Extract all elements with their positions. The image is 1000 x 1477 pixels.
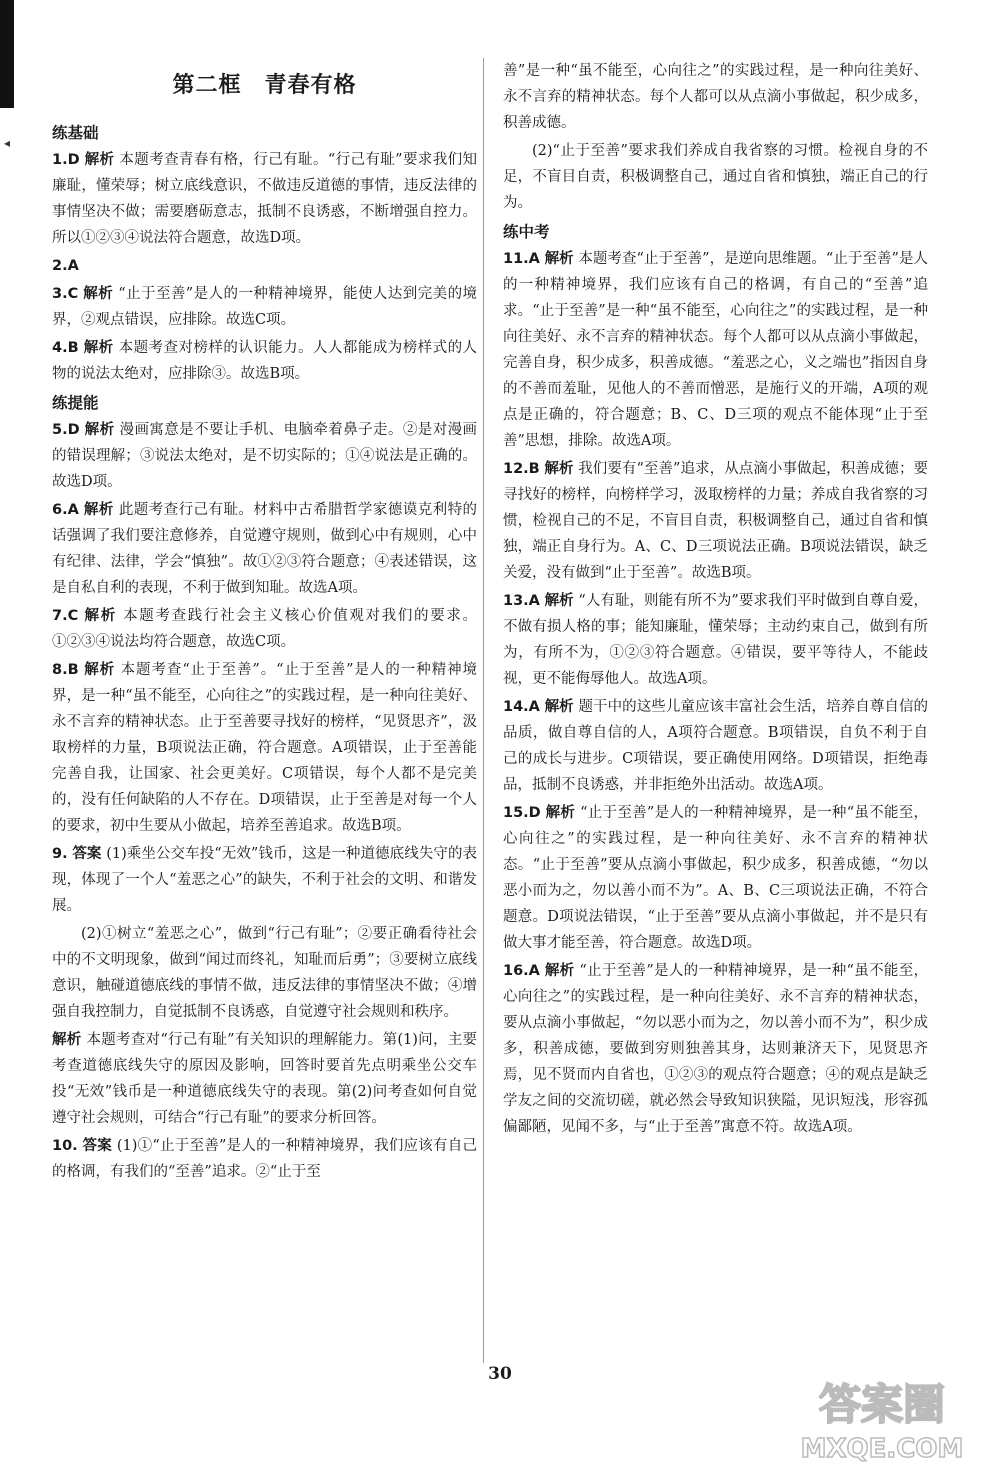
item-text: 本题考查“止于至善”，是逆向思维题。“止于至善”是人的一种精神境界，我们应该有自己的格调，有自己的“至善”追求。“止于至善”是一种“虽不能至，心向往之”的实践过程，是一种向往美好、永不言弃的精神状态。每个人都可以从点滴小事做起，完善自身，积少成多，积善成德。“羞恶之心，义之端也”指因自身的不善而羞耻，见他人的不善而憎恶，是施行义的开端，A项的观点是正确的，符合题意；B、C、D三项的观点不能体现“止于至善”思想，排除。故选A项。 [503,251,928,449]
item-text: “止于至善”是人的一种精神境界，是一种“虽不能至，心向往之”的实践过程，是一种向往美好、永不言弃的精神状态。“止于至善”要从点滴小事做起，积少成多，积善成德，“勿以恶小而为之，勿以善小而不为”。A、B、C三项说法正确，不符合题意。D项说法错误，“止于至善”要从点滴小事做起，并不是只有做大事才能至善，符合题意。故选D项。 [503,805,928,951]
answer-item-7 [52,603,477,655]
watermark-logo [782,1367,982,1467]
item-text: “止于至善”是人的一种精神境界，能使人达到完美的境界，②观点错误，应排除。故选C项。 [52,286,477,328]
item-number: 10. [52,1138,78,1154]
item-label: 解析 [52,1032,82,1048]
section-heading-exam: 练中考 [503,223,550,241]
item-number: 11.A [503,251,540,267]
item-label: 答案 [72,846,102,862]
binding-edge-bar [0,0,14,108]
answer-item-13 [503,588,928,692]
item-text: “止于至善”是人的一种精神境界，是一种“虽不能至，心向往之”的实践过程，是一种向往美好、永不言弃的精神状态，要从点滴小事做起，“勿以恶小而为之，勿以善小而不为”，积少成多，积善成德，要做到穷则独善其身，达则兼济天下，见贤思齐焉，见不贤而内自省也，①②③的观点符合题意；④的观点是缺乏学友之间的交流切磋，就必然会导致知识狭隘，见识短浅，形容孤偏鄙陋，见闻不多，与“止于至善”寓意不符。故选A项。 [503,963,928,1135]
item-number: 16.A [503,963,540,979]
answer-item-4 [52,335,477,387]
item-number: 14.A [503,699,540,715]
item-number: 8.B [52,662,79,678]
page-content [52,58,950,1388]
page-title: 第二框 青春有格 [172,73,357,98]
item-number: 9. [52,846,68,862]
item-label: 解析 [83,286,114,302]
item-label: 解析 [84,422,115,438]
item-label: 解析 [545,805,576,821]
answer-item-11 [503,246,928,454]
item9-analysis [52,1027,477,1131]
page-number: 30 [488,1364,512,1384]
item-label: 解析 [83,340,114,356]
item-label: 解析 [84,608,117,624]
item-text: (1)乘坐公交车投“无效”钱币，这是一种道德底线失守的表现，体现了一个人“羞恶之心”的缺失，不利于社会的文明、和谐发展。 [52,846,477,914]
item-label: 解析 [544,461,574,477]
watermark-text-main: 答案圈 [818,1380,946,1429]
answer-item-16 [503,958,928,1140]
answer-item-6 [52,497,477,601]
item9-part2: (2)①树立“羞恶之心”，做到“行己有耻”；②要正确看待社会中的不文明现象，做到“闻过而终礼，知耻而后勇”；③要树立底线意识，触碰道德底线的事情不做，违反法律的事情坚决不做；④增强自我控制力，自觉抵制不良诱惑，自觉遵守社会规则和秩序。 [52,926,477,1020]
item-text: “人有耻，则能有所不为”要求我们平时做到自尊自爱，不做有损人格的事；能知廉耻，懂荣辱；主动约束自己，做到有所为，有所不为，①②③符合题意。④错误，要平等待人，不能歧视，更不能侮辱他人。故选A项。 [503,593,928,687]
item-text: 题干中的这些儿童应该丰富社会生活，培养自尊自信的品质，做自尊自信的人，A项符合题意。B项错误，自负不利于自己的成长与进步。C项错误，要正确使用网络。D项错误，拒绝毒品，抵制不良诱惑，并非拒绝外出活动。故选A项。 [503,699,928,793]
item-number: 2.A [52,258,79,274]
section-heading-improve: 练提能 [52,394,99,412]
item-label: 解析 [83,502,114,518]
answer-item-14 [503,694,928,798]
item-text: 本题考查“止于至善”。“止于至善”是人的一种精神境界，是一种“虽不能至，心向往之”的实践过程，是一种向往美好、永不言弃的精神状态。止于至善要寻找好的榜样，“见贤思齐”，汲取榜样的力量，B项说法正确，符合题意。A项错误，止于至善能完善自我，让国家、社会更美好。C项错误，每个人都不是完美的，没有任何缺陷的人不存在。D项错误，止于至善是对每一个人的要求，初中生要从小做起，培养至善追求。故选B项。 [52,662,477,834]
item-text: 本题考查对榜样的认识能力。人人都能成为榜样式的人物的说法太绝对，应排除③。故选B项。 [52,340,477,382]
item-text: 本题考查青春有格，行己有耻。“行己有耻”要求我们知廉耻，懂荣辱；树立底线意识，不做违反道德的事情，违反法律的事情坚决不做；需要磨砺意志，抵制不良诱惑，不断增强自控力。所以①②③④说法符合题意，故选D项。 [52,152,477,246]
section-heading-basic: 练基础 [52,124,99,142]
item-text: 本题考查践行社会主义核心价值观对我们的要求。①②③④说法均符合题意，故选C项。 [52,608,477,650]
item-text: 我们要有“至善”追求，从点滴小事做起，积善成德；要寻找好的榜样，向榜样学习，汲取榜样的力量；养成自我省察的习惯，检视自己的不足，不盲目自责，积极调整自己，通过自省和慎独，端正自身行为。A、C、D三项说法正确。B项说法错误，缺乏关爱，没有做到“止于至善”。故选B项。 [503,461,928,581]
item-number: 4.B [52,340,79,356]
answer-item-12 [503,456,928,586]
right-column [503,58,928,1388]
item-number: 7.C [52,608,79,624]
item-label: 答案 [82,1138,113,1154]
answer-item-9 [52,841,477,919]
answer-item-3 [52,281,477,333]
item-text: (1)①“止于至善”是人的一种精神境界，我们应该有自己的格调，有我们的“至善”追求。②“止于至 [52,1138,477,1180]
item-number: 12.B [503,461,540,477]
item10-continuation: 善”是一种“虽不能至，心向往之”的实践过程，是一种向往美好、永不言弃的精神状态。每个人都可以从点滴小事做起，积少成多，积善成德。 [503,63,928,131]
item-label: 解析 [544,963,575,979]
item-text: 漫画寓意是不要让手机、电脑牵着鼻子走。②是对漫画的错误理解；③说法太绝对，是不切实际的；①④说法是正确的。故选D项。 [52,422,477,490]
watermark-text-url: MXQE.COM [800,1434,964,1464]
item-label: 解析 [544,699,574,715]
item-number: 1.D [52,152,80,168]
item10-part2: (2)“止于至善”要求我们养成自我省察的习惯。检视自身的不足，不盲目自责，积极调整自己，通过自省和慎独，端正自己的行为。 [503,143,928,211]
left-column [52,58,477,1388]
answer-item-10 [52,1133,477,1185]
edge-marker-icon: ◂ [4,136,11,150]
item-number: 6.A [52,502,79,518]
item-number: 13.A [503,593,540,609]
item-label: 解析 [544,593,574,609]
item-number: 15.D [503,805,541,821]
answer-item-15 [503,800,928,956]
item-label: 解析 [84,152,115,168]
item-label: 解析 [544,251,574,267]
answer-item-1 [52,147,477,251]
item-text: 本题考查对“行己有耻”有关知识的理解能力。第(1)问，主要考查道德底线失守的原因及影响，回答时要首先点明乘坐公交车投“无效”钱币是一种道德底线失守的表现。第(2)问考查如何自觉遵守社会规则，可结合“行己有耻”的要求分析回答。 [52,1032,477,1126]
item-label: 解析 [84,662,116,678]
item-number: 5.D [52,422,80,438]
answer-item-8 [52,657,477,839]
answer-item-2 [52,253,477,279]
item-text: 此题考查行己有耻。材料中古希腊哲学家德谟克利特的话强调了我们要注意修养，自觉遵守规则，做到心中有规则，心中有纪律、法律，学会“慎独”。故①②③符合题意；④表述错误，这是自私自利的表现，不利于做到知耻。故选A项。 [52,502,477,596]
item-number: 3.C [52,286,79,302]
answer-item-5 [52,417,477,495]
